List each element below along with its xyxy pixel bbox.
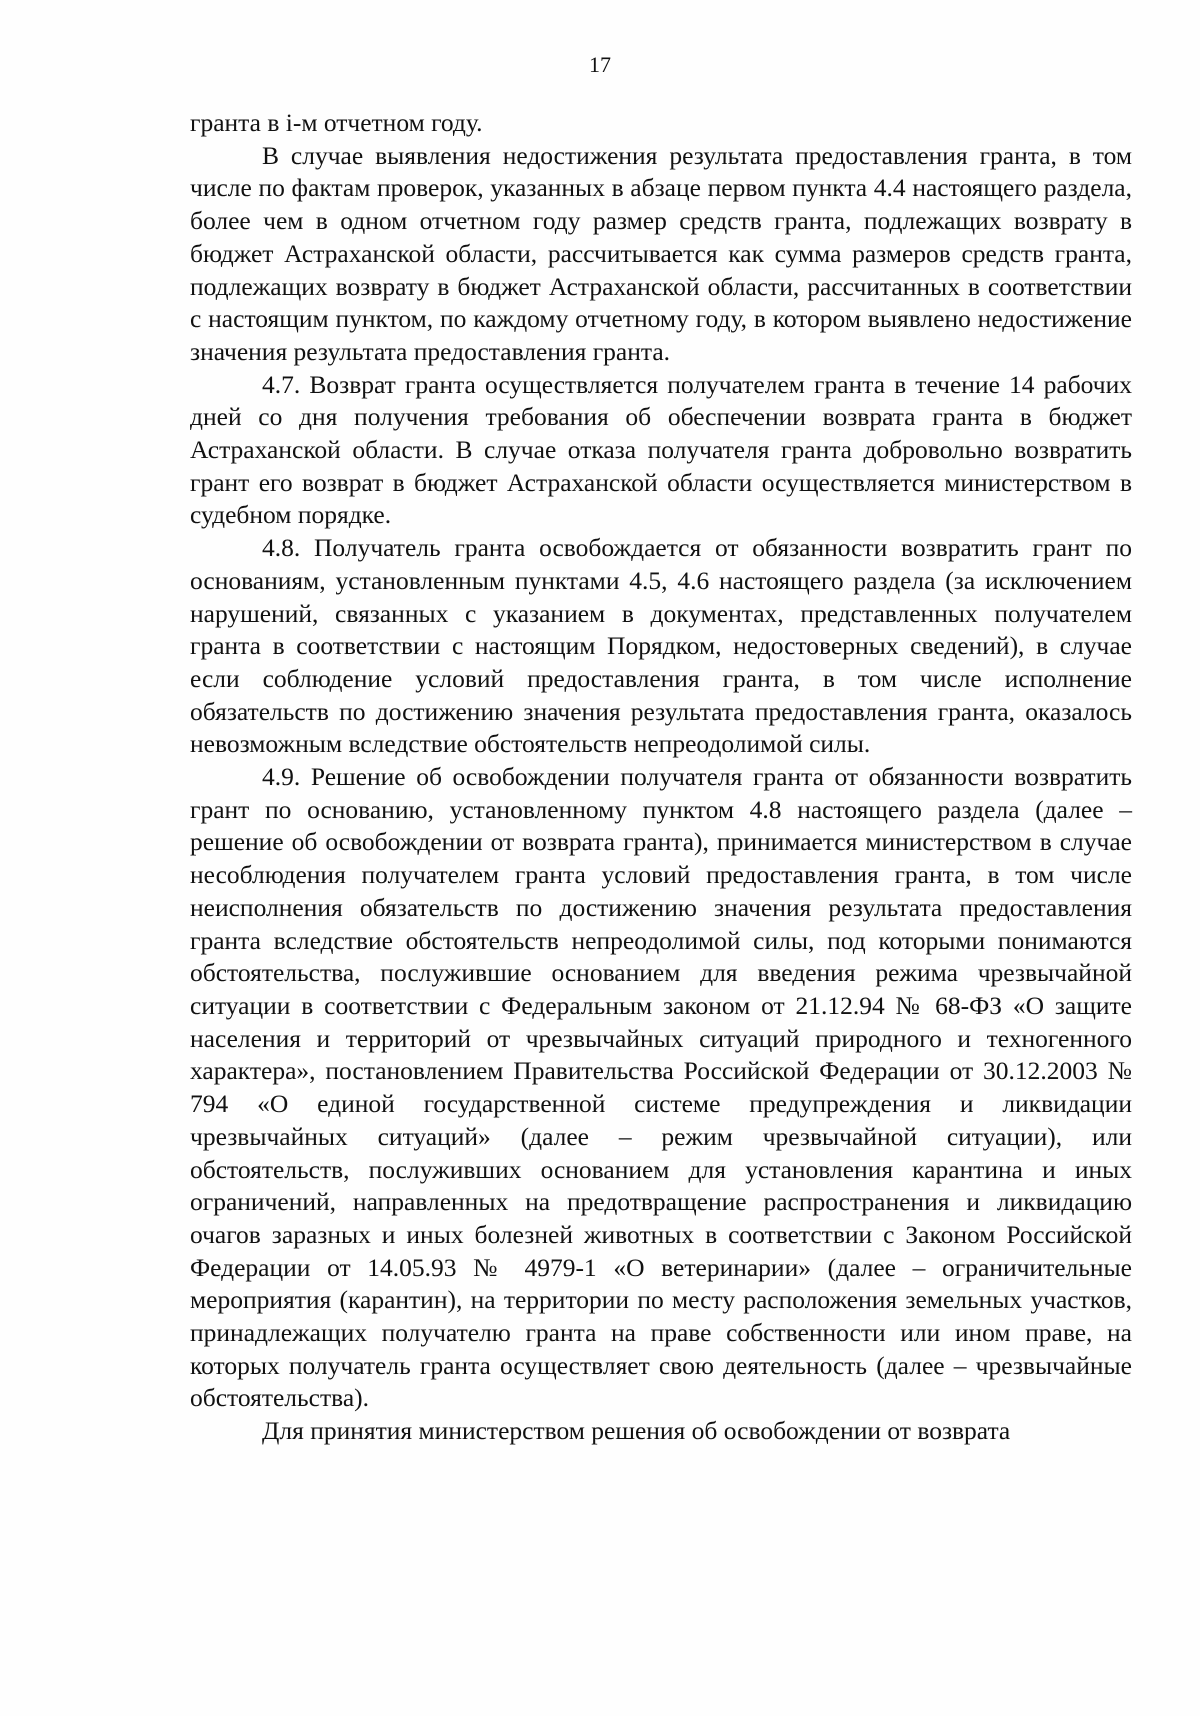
paragraph: В случае выявления недостижения результата предоставления гранта, в том числе по фактам проверок, указанных в абзаце первом пункта 4.4 настоящего раздела, более чем в одном отчетном году размер средств гранта, подлежащих возврату в бюджет Астраханской области, рассчитывается как сумма размеров средств гранта, подлежащих возврату в бюджет Астраханской области, рассчитанных в соответствии с настоящим пунктом, по каждому отчетному году, в котором выявлено недостижение значения результата предоставления гранта. — [190, 140, 1132, 366]
paragraph-last: Для принятия министерством решения об освобождении от возврата — [262, 1416, 1011, 1446]
paragraph-4-7: 4.7. Возврат гранта осуществляется получателем гранта в течение 14 рабочих дней со дня получения требования об обеспечении возврата гранта в бюджет Астраханской области. В случае отказа получателя гранта добровольно возвратить грант его возврат в бюджет Астраханской области осуществляется министерством в судебном порядке. — [190, 369, 1132, 530]
paragraph-continuation: гранта в i-м отчетном году. — [190, 108, 483, 137]
page-number: 17 — [589, 52, 611, 77]
paragraph-4-8: 4.8. Получатель гранта освобождается от обязанности возвратить грант по основаниям, установленным пунктами 4.5, 4.6 настоящего раздела (за исключением нарушений, связанных с указанием в документах, представленных получателем гранта в соответствии с настоящим Порядком, недостоверных сведений), в случае если соблюдение условий предоставления гранта, в том числе исполнение обязательств по достижению значения результата предоставления гранта, оказалось невозможным вследствие обстоятельств непреодолимой силы. — [190, 533, 1132, 759]
paragraph-4-9: 4.9. Решение об освобождении получателя гранта от обязанности возвратить грант по основанию, установленному пунктом 4.8 настоящего раздела (далее – решение об освобождении от возврата гранта), принимается министерством в случае несоблюдения получателем гранта условий предоставления гранта, в том числе неисполнения обязательств по достижению значения результата предоставления гранта вследствие обстоятельств непреодолимой силы, под которыми понимаются обстоятельства, послужившие основанием для введения режима чрезвычайной ситуации в соответствии с Федеральным законом от 21.12.94 № 68-ФЗ «О защите населения и территорий от чрезвычайных ситуаций природного и техногенного характера», постановлением Правительства Российской Федерации от 30.12.2003 № 794 «О единой государственной системе предупреждения и ликвидации чрезвычайных ситуаций» (далее – режим чрезвычайной ситуации), или обстоятельств, послуживших основанием для установления карантина и иных ограничений, направленных на предотвращение распространения и ликвидацию очагов заразных и иных болезней животных в соответствии с Законом Российской Федерации от 14.05.93 № 4979-1 «О ветеринарии» (далее – ограничительные мероприятия (карантин), на территории по месту расположения земельных участков, принадлежащих получателю гранта на праве собственности или ином праве, на которых получатель гранта осуществляет свою деятельность (далее – чрезвычайные обстоятельства). — [190, 762, 1132, 1413]
document-body — [190, 107, 1132, 1448]
